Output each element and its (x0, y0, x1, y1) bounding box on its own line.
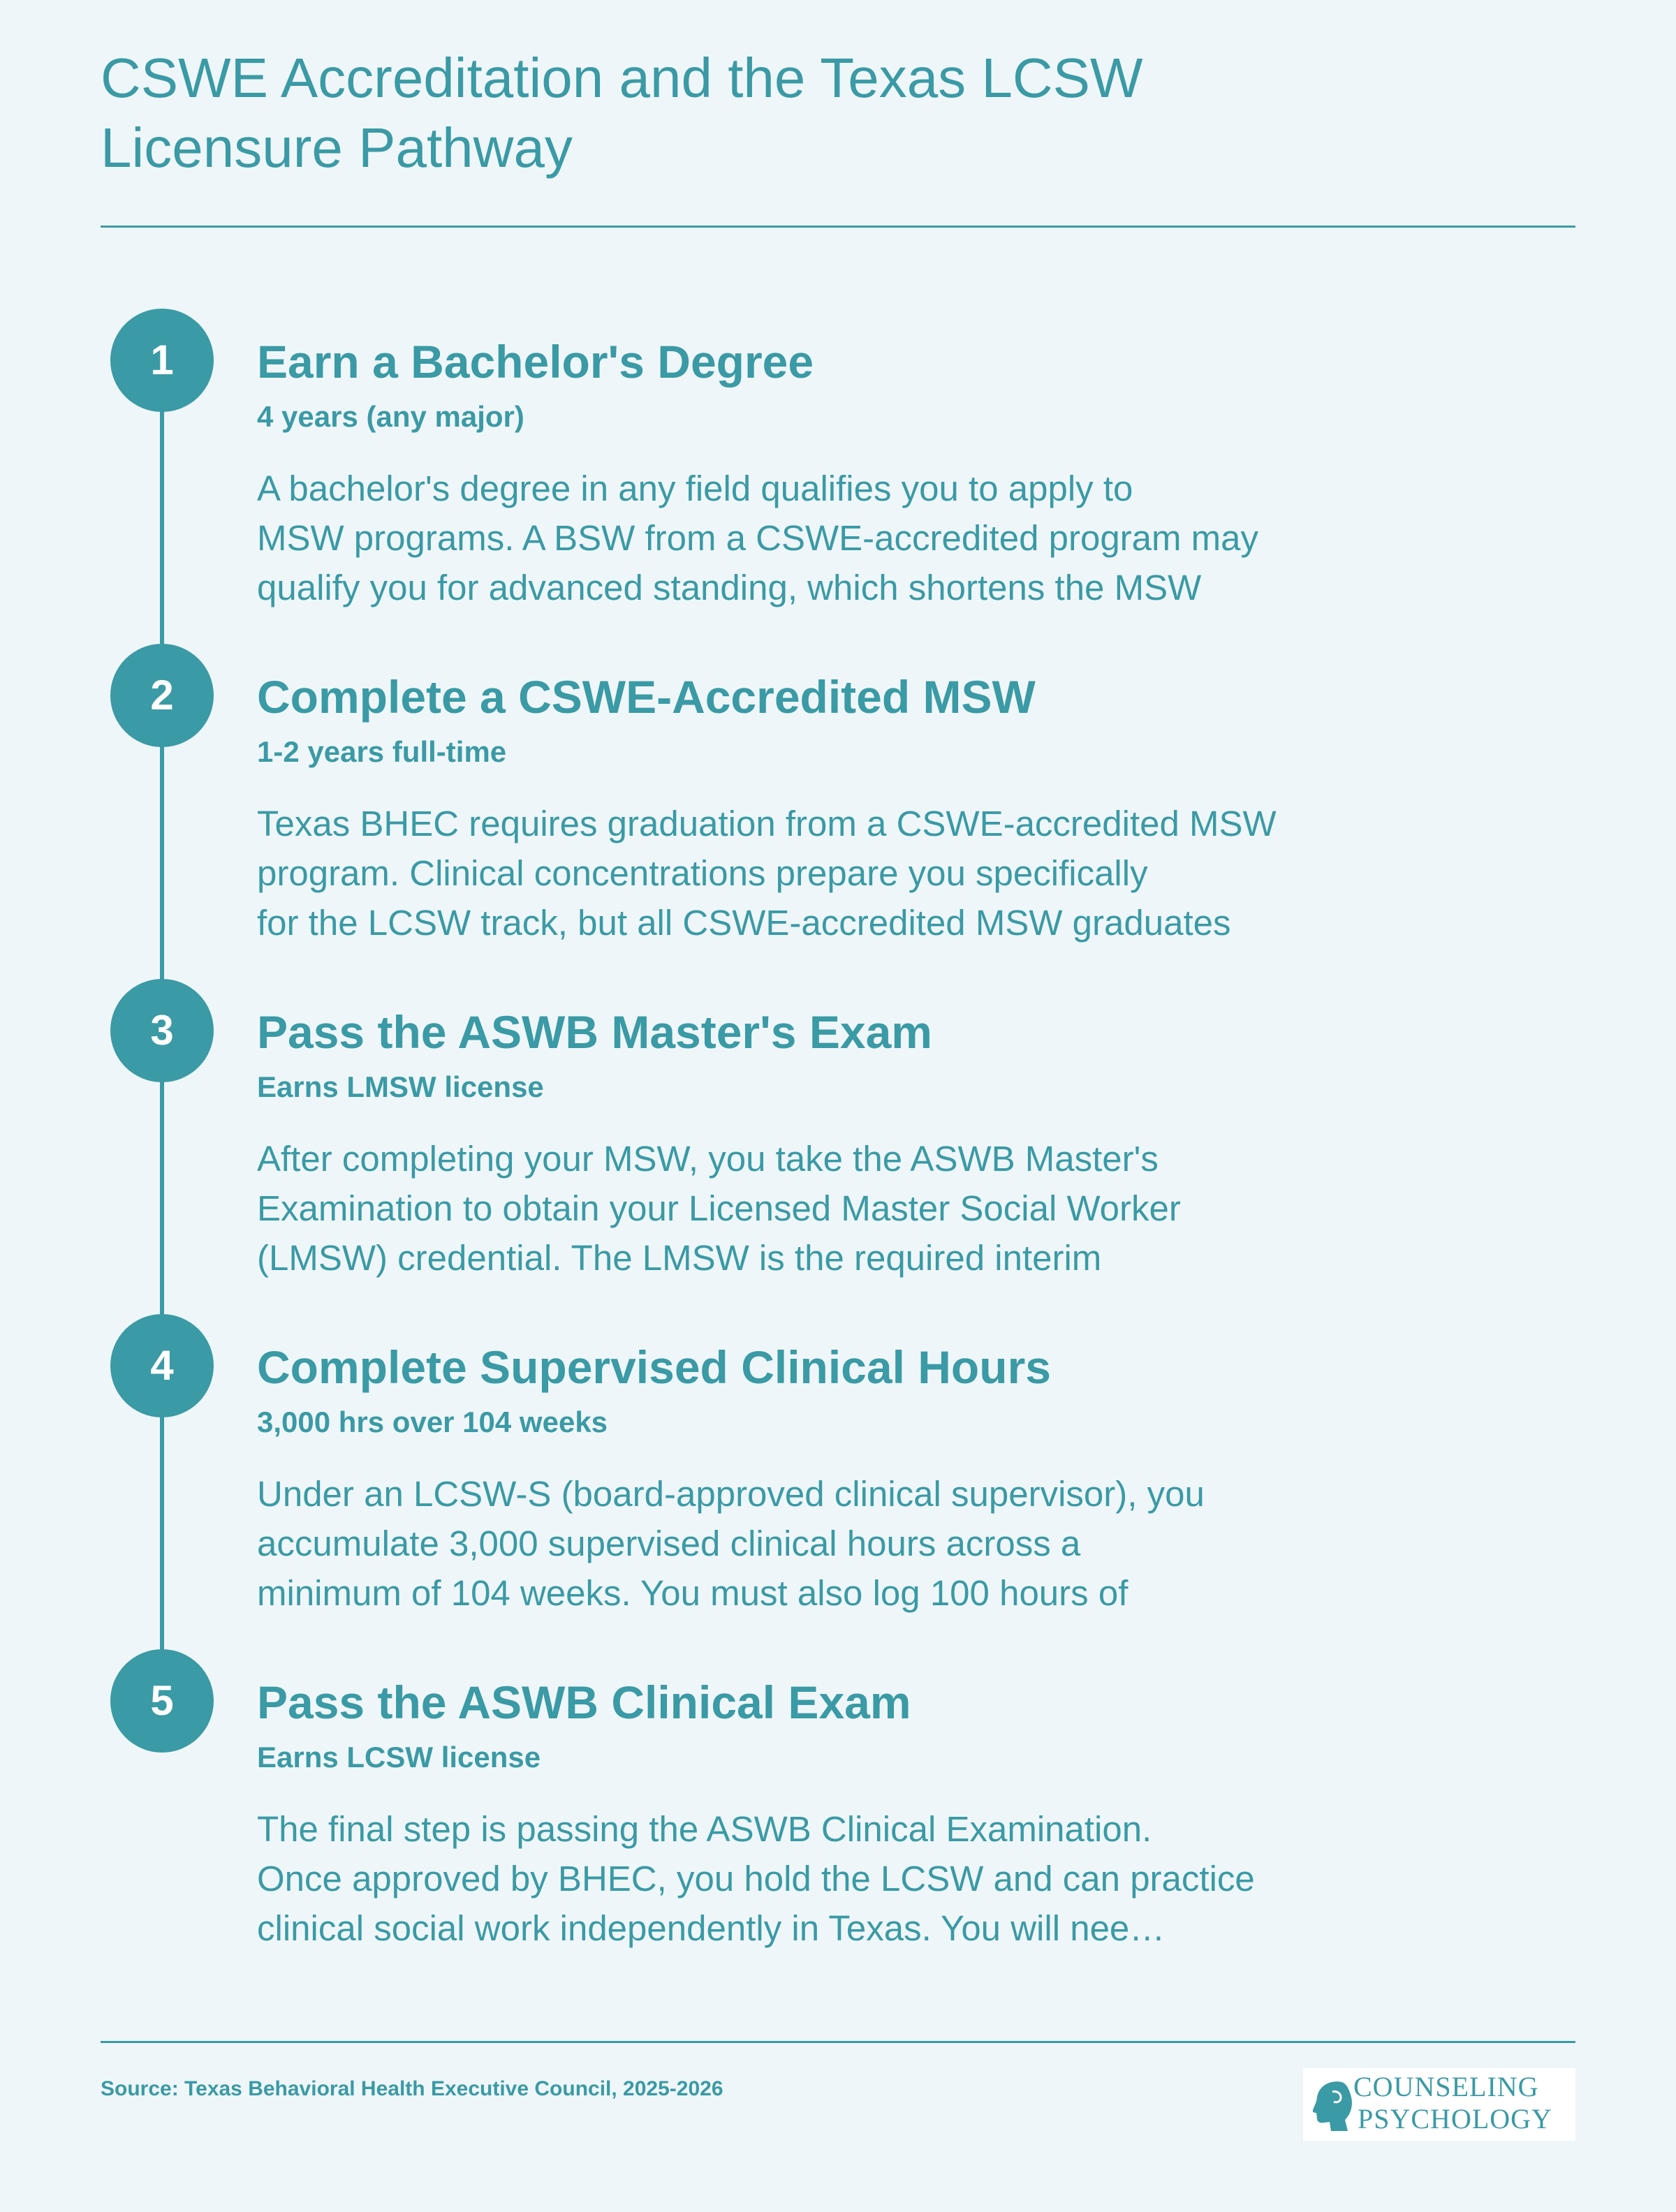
step-description-line: qualify you for advanced standing, which shortens the MSW (257, 568, 1202, 607)
step-description-line: MSW programs. A BSW from a CSWE-accredited program may (257, 518, 1259, 558)
step-description-line: program. Clinical concentrations prepare you specifically (257, 853, 1148, 893)
step-description-line: clinical social work independently in Texas. You will nee… (257, 1908, 1166, 1948)
step-description-line: The final step is passing the ASWB Clinical Examination. (257, 1809, 1152, 1849)
step-number-badge: 1 (110, 309, 214, 412)
step-title: Pass the ASWB Master's Exam (257, 1006, 932, 1058)
logo-wordmark (1353, 2071, 1552, 2135)
step-duration: 1-2 years full-time (257, 735, 507, 768)
page-title (101, 43, 1427, 183)
step-description-line: Once approved by BHEC, you hold the LCSW and can practice (257, 1859, 1255, 1898)
step-description-line: Texas BHEC requires graduation from a CSWE-accredited MSW (257, 804, 1277, 843)
step-description-line: Under an LCSW-S (board-approved clinical supervisor), you (257, 1474, 1205, 1514)
step-title: Complete a CSWE-Accredited MSW (257, 671, 1036, 723)
step-title: Pass the ASWB Clinical Exam (257, 1676, 911, 1728)
counseling-psychology-logo (1303, 2068, 1575, 2141)
header-divider (101, 226, 1575, 228)
step-number-badge: 2 (110, 644, 214, 747)
step-description (257, 1134, 1444, 1283)
step-description-line: accumulate 3,000 supervised clinical hours across a (257, 1524, 1081, 1563)
title-line-2: Licensure Pathway (101, 117, 573, 179)
step-description (257, 799, 1444, 948)
step-description (257, 464, 1444, 612)
source-citation: Source: Texas Behavioral Health Executive Council, 2025-2026 (101, 2077, 723, 2100)
step-description-line: A bachelor's degree in any field qualifies you to apply to (257, 469, 1133, 508)
step-duration: 4 years (any major) (257, 400, 524, 433)
step-number-badge: 3 (110, 979, 214, 1082)
step-description-line: After completing your MSW, you take the ASWB Master's (257, 1139, 1159, 1179)
step-description-line: for the LCSW track, but all CSWE-accredited MSW graduates (257, 903, 1231, 943)
step-description (257, 1469, 1444, 1618)
step-number-badge: 5 (110, 1649, 214, 1753)
step-title: Earn a Bachelor's Degree (257, 336, 814, 388)
step-description-line: (LMSW) credential. The LMSW is the required interim (257, 1238, 1102, 1278)
footer-divider (101, 2041, 1575, 2043)
title-line-1: CSWE Accreditation and the Texas LCSW (101, 47, 1143, 109)
head-profile-icon (1311, 2078, 1353, 2132)
logo-line-2: PSYCHOLOGY (1358, 2103, 1552, 2134)
step-duration: Earns LMSW license (257, 1070, 544, 1103)
step-duration: Earns LCSW license (257, 1741, 541, 1774)
logo-line-1: COUNSELING (1353, 2071, 1539, 2102)
step-number-badge: 4 (110, 1314, 214, 1417)
step-title: Complete Supervised Clinical Hours (257, 1341, 1051, 1393)
step-description (257, 1804, 1444, 1953)
step-description-line: minimum of 104 weeks. You must also log 100 hours of (257, 1573, 1129, 1613)
step-duration: 3,000 hrs over 104 weeks (257, 1406, 608, 1438)
step-description-line: Examination to obtain your Licensed Master Social Worker (257, 1188, 1181, 1228)
